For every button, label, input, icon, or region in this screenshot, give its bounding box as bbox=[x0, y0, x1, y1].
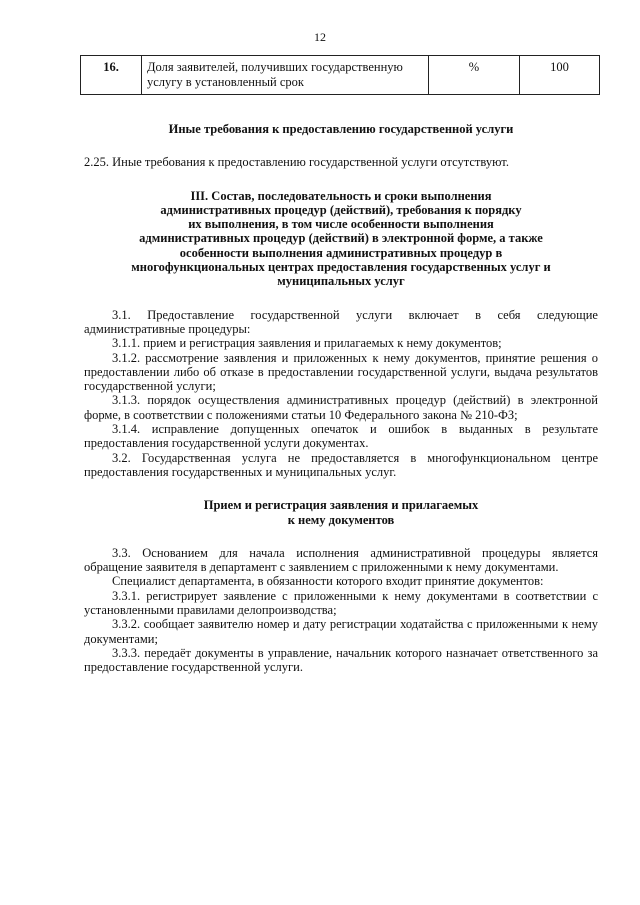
section-3-heading bbox=[84, 189, 598, 289]
paragraph-3-3-3: 3.3.3. передаёт документы в управление, начальник которого назначает ответственного за предоставление государственной услуги. bbox=[84, 645, 598, 675]
heading-line: Прием и регистрация заявления и прилагаемых bbox=[203, 498, 479, 513]
heading-line: их выполнения, в том числе особенности выполнения bbox=[188, 217, 494, 232]
page-number: 12 bbox=[314, 30, 326, 44]
heading-line: муниципальных услуг bbox=[277, 274, 405, 289]
paragraph-3-2: 3.2. Государственная услуга не предоставляется в многофункциональном центре предоставления государственных и муниципальных услуг. bbox=[84, 450, 598, 479]
paragraph-specialist: Специалист департамента, в обязанности которого входит принятие документов: bbox=[112, 574, 544, 589]
table-row bbox=[81, 56, 600, 95]
other-requirements-heading: Иные требования к предоставлению государственной услуги bbox=[168, 122, 514, 136]
unit-cell: % bbox=[429, 56, 520, 95]
heading-line: административных процедур (действий), требования к порядку bbox=[160, 202, 522, 217]
heading-line: особенности выполнения административных процедур в bbox=[179, 245, 503, 260]
paragraph-3-3: 3.3. Основанием для начала исполнения административной процедуры является обращение заявителя в департамент с заявлением с приложенными к нему документами. bbox=[84, 545, 598, 575]
paragraph-3-1-3: 3.1.3. порядок осуществления административных процедур (действий) в электронной форме, в соответствии с положениями статьи 10 Федерального закона № 210-ФЗ; bbox=[84, 393, 598, 422]
paragraph-3-1-2: 3.1.2. рассмотрение заявления и приложенных к нему документов, принятие решения о предоставлении либо об отказе в предоставлении государственной услуги, выдача результатов государственной услуги; bbox=[84, 350, 598, 394]
paragraph-3-1-1: 3.1.1. прием и регистрация заявления и прилагаемых к нему документов; bbox=[112, 336, 502, 351]
paragraph-2-25: 2.25. Иные требования к предоставлению государственной услуги отсутствуют. bbox=[84, 155, 509, 170]
paragraph-3-3-1: 3.3.1. регистрирует заявление с приложенными к нему документами в соответствии с установленными правилами делопроизводства; bbox=[84, 588, 598, 618]
reception-heading bbox=[84, 498, 598, 527]
heading-line: к нему документов bbox=[287, 512, 395, 527]
value-cell: 100 bbox=[520, 56, 600, 95]
heading-line: III. Состав, последовательность и сроки выполнения bbox=[190, 188, 492, 203]
paragraph-3-1: 3.1. Предоставление государственной услуги включает в себя следующие административные процедуры: bbox=[84, 307, 598, 336]
indicator-table bbox=[80, 55, 600, 95]
heading-line: многофункциональных центрах предоставления государственных услуг и bbox=[131, 260, 551, 275]
paragraph-3-3-2: 3.3.2. сообщает заявителю номер и дату регистрации ходатайства с приложенными к нему документами; bbox=[84, 617, 598, 646]
indicator-name: Доля заявителей, получивших государственную услугу в установленный срок bbox=[142, 56, 429, 95]
document-body bbox=[84, 122, 598, 675]
heading-line: административных процедур (действий) в электронной форме, а также bbox=[139, 231, 543, 246]
paragraph-3-1-4: 3.1.4. исправление допущенных опечаток и ошибок в выданных в результате предоставления государственной услуги документах. bbox=[84, 422, 598, 451]
row-number: 16. bbox=[81, 56, 142, 95]
